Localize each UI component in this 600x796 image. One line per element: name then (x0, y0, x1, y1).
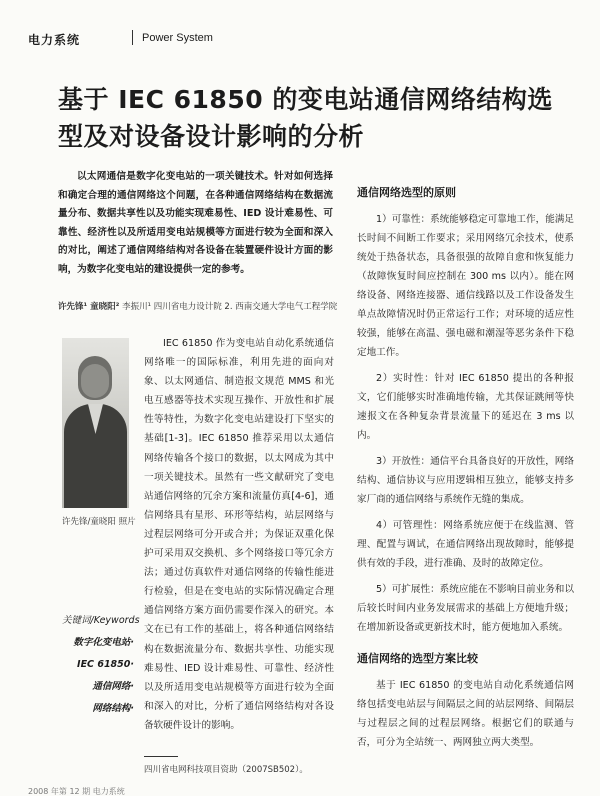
keyword-item: 通信网络· (92, 681, 134, 692)
photo-caption: 许先锋/童晓阳 照片 (62, 517, 136, 527)
footnote-divider (144, 756, 178, 757)
keyword-item: 网络结构· (92, 703, 134, 714)
footnote: 四川省电网科技项目资助（2007SB502）。 (144, 765, 308, 775)
section-label-en: Power System (142, 32, 213, 44)
paragraph: 1）可靠性：系统能够稳定可靠地工作，能满足长时间不间断工作要求；采用网络冗余技术，使系统处于热备状态，具备很强的故障自愈和恢复能力（故障恢复时间应控制在 300 ms 以内）。能在网络设备、网络连接器、通信线路以及工作设备发生单点故障情况时仍正常运行工作；对环境的适应性较强，能够在高温、强电磁和潮湿等恶劣条件下稳定地工作。 (357, 214, 574, 358)
paragraph: 基于 IEC 61850 的变电站自动化系统通信网络包括变电站层与间隔层之间的站层网络、间隔层与过程层之间的过程层网络。根据它们的联通与否，可分为全站统一、两网独立两大类型。 (357, 680, 574, 748)
author-names: 许先锋¹ 童晓阳² (58, 302, 120, 312)
article-title: 基于 IEC 61850 的变电站通信网络结构选型及对设备设计影响的分析 (58, 85, 553, 151)
paragraph: 4）可管理性：网络系统应便于在线监测、管理、配置与调试，在通信网络出现故障时，能够提供有效的手段，进行准确、及时的故障定位。 (357, 520, 574, 569)
page-header (28, 28, 573, 52)
abstract: 以太网通信是数字化变电站的一项关键技术。针对如何选择和确定合理的通信网络这个问题，在各种通信网络结构在数据流量分布、数据共享性以及功能实现难易性、IED 设计难易性、可靠性、经济性以及所适用变电站规模等方面进行较为全面和深入的对比，阐述了通信网络结构对各设备在装置硬件设计方面的影响，为数字化变电站的建设提供一定的参考。 (58, 171, 333, 275)
section-label: 电力系统 (28, 33, 81, 47)
section-heading: 通信网络的选型方案比较 (357, 652, 478, 665)
right-column (357, 183, 574, 759)
paragraph: 2）实时性：针对 IEC 61850 提出的各种报文，它们能够实时准确地传输，尤其保证跳闸等快速报文在各种复杂背景流量下的延迟在 3 ms 以内。 (357, 373, 574, 441)
keywords-heading: 关键词/Keywords (62, 615, 140, 626)
author-line (58, 298, 338, 316)
keyword-item: IEC 61850· (77, 659, 134, 670)
paragraph: 5）可扩展性：系统应能在不影响目前业务和以后较长时间内业务发展需求的基础上方便地升级；在增加新设备或更新技术时，能方便地加入系统。 (357, 584, 574, 633)
page-footer: 2008 年第 12 期 电力系统 (28, 787, 125, 796)
author-affiliation: 李振川¹ 四川省电力设计院 2. 西南交通大学电气工程学院 (122, 302, 338, 312)
author-photo (62, 338, 129, 508)
section-heading: 通信网络选型的原则 (357, 186, 456, 199)
intro-body: IEC 61850 作为变电站自动化系统通信网络唯一的国际标准，利用先进的面向对象、以太网通信、制造报文规范 MMS 和光电互感器等技术实现互操作、开放性和扩展性等特性，为数字化变电站建设打下坚实的基础[1-3]。IEC 61850 推荐采用以太通信网络传输各个接口的数据，以太网成为其中一项关键技术。虽然有一些文献研究了变电站通信网络的冗余方案和流量仿真[4-6]，通信网络具有星形、环形等结构，站层网络与过程层网络可分开或合并；为保证双重化保护可采用双交换机、多个网络接口等冗余方法；通过仿真软件对通信网络的传输性能进行检验，但是在变电站的实际情况确定合理通信网络方案方面仍需要作深入的研究。本文在已有工作的基础上，将各种通信网络结构在数据流量分布、数据共享性、功能实现难易性、IED 设计难易性、可靠性、经济性以及所适用变电站规模等方面进行较为全面和深入的对比，分析了通信网络结构对各设备软硬件设计的影响。 (144, 338, 334, 731)
keywords-list (66, 632, 134, 720)
paragraph: 3）开放性：通信平台具备良好的开放性，网络结构、通信协议与应用逻辑相互独立，能够支持多家厂商的通信网络与系统作无缝的集成。 (357, 456, 574, 505)
header-divider (132, 30, 133, 45)
keyword-item: 数字化变电站· (73, 637, 134, 648)
